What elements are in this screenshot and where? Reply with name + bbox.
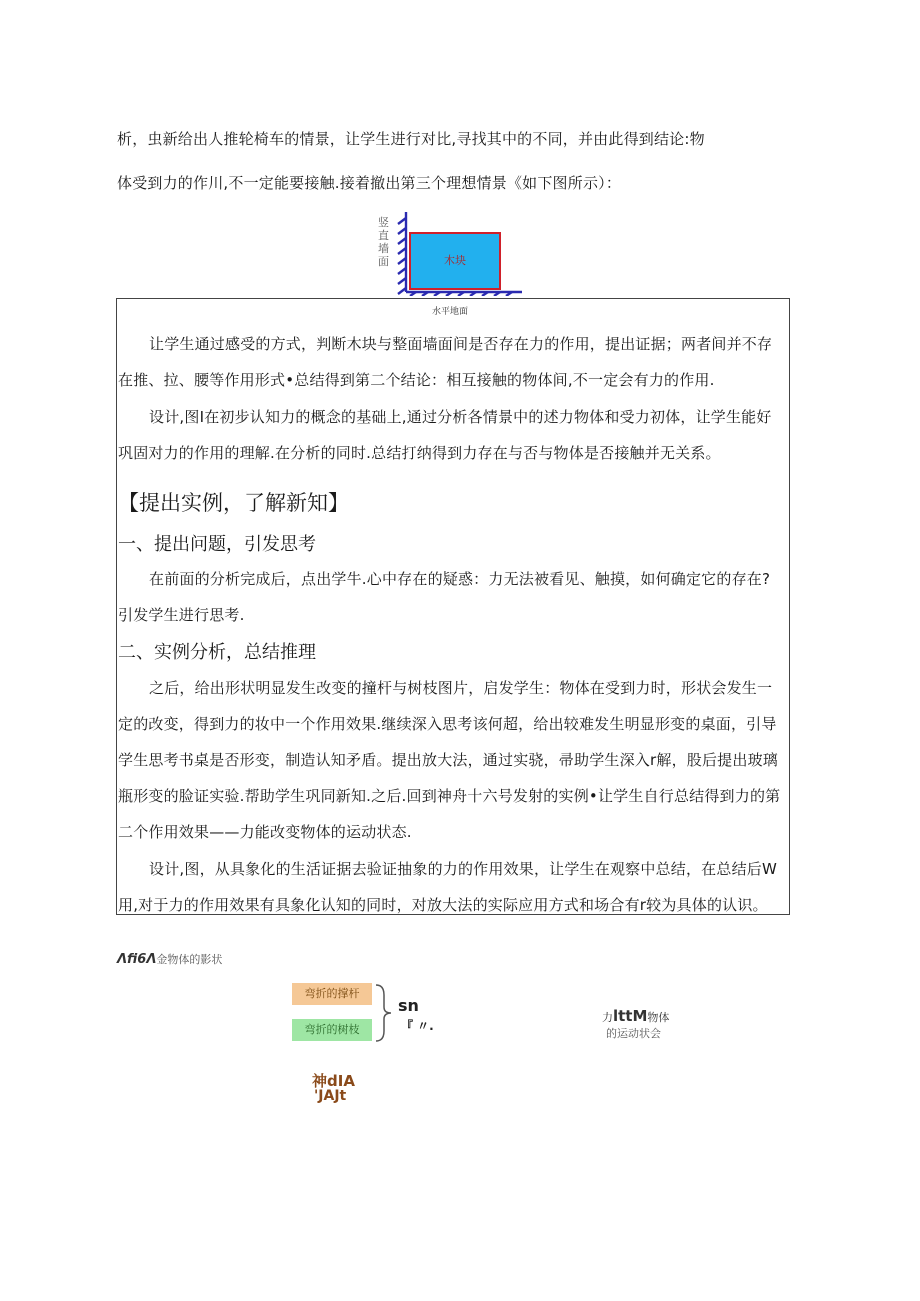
wooden-block: [409, 232, 501, 290]
tag-bent-pole: 弯折的撑杆: [292, 983, 372, 1005]
box-para2-line2: 巩固对力的作用的理解.在分析的同时.总结打纳得到力存在与否与物体是否接触并无关系。: [118, 444, 721, 462]
box-para2-line1: 设计,图I在初步认知力的概念的基础上,通过分析各情景中的述力物体和受力初体，让学生能好: [149, 408, 772, 426]
box-para3-line2: 引发学生进行思考.: [118, 606, 245, 624]
subsection-title-2: 二、实例分析，总结推理: [118, 642, 316, 663]
brace-icon: [374, 983, 394, 1043]
figure2-heading: [117, 951, 222, 967]
box-para4-line5: 二个作用效果——力能改变物体的运动状态.: [118, 823, 412, 841]
block-label: 木块: [444, 254, 466, 267]
subsection-title-1: 一、提出问题，引发思考: [118, 534, 316, 555]
box-para1-line1: 让学生通过感受的方式，判断木块与整面墙面间是否存在力的作用，提出证据；两者间并不存: [149, 335, 773, 353]
tag-bent-branch: 弯折的树枝: [292, 1019, 372, 1041]
wall-block-figure: [376, 212, 526, 308]
figure2-heading-bold: Λfi6Λ: [117, 952, 157, 967]
brace-label-top: sn: [398, 996, 419, 1015]
bottom-label-line2: 'JAJt: [314, 1088, 347, 1104]
right-label-prefix: 力: [602, 1011, 613, 1024]
box-para4-line2: 定的改变，得到力的妆中一个作用效果.继续深入思考该何超，给出较难发生明显形变的桌面，引导: [118, 715, 777, 733]
figure2-heading-text: 金物体的影状: [156, 953, 223, 966]
wall-label: 竖直墙面: [378, 216, 389, 268]
brace-label-bottom: 『 〃.: [401, 1019, 434, 1033]
intro-line-1: 析，虫新给出人推轮椅车的情景，让学生进行对比,寻找其中的不同，并由此得到结论:物: [117, 130, 705, 148]
intro-line-2: 体受到力的作川,不一定能要接触.接着撤出第三个理想情景《如下图所示）：: [117, 174, 622, 192]
box-para4-line1: 之后，给出形状明显发生改变的撞杆与树枝图片，启发学生：物体在受到力时，形状会发生一: [149, 679, 773, 697]
box-para5-line1: 设计,图，从具象化的生活证据去验证抽象的力的作用效果，让学生在观察中总结，在总结后W: [149, 860, 778, 878]
box-para4-line3: 学生思考书桌是否形变，制造认知矛盾。提出放大法，通过实骁，帚助学生深入r解，股后提出玻璃: [118, 751, 778, 769]
right-label-bold: ltt: [613, 1007, 633, 1025]
section-title: 【提出实例，了解新知】: [118, 491, 349, 515]
box-para3-line1: 在前面的分析完成后，点出学牛.心中存在的疑惑：力无法被看见、触摸，如何确定它的存在?: [149, 570, 771, 588]
right-label-suffix: 物体: [647, 1011, 670, 1024]
figure2-right-label: [602, 1007, 669, 1025]
right-label-line2: 的运动状会: [606, 1027, 661, 1040]
right-label-m: M: [632, 1007, 648, 1025]
bottom-label-line1: 神dIA: [312, 1072, 355, 1090]
box-para1-line2: 在推、拉、腰等作用形式•总结得到第二个结论：相互接触的物体间,不一定会有力的作用.: [118, 371, 715, 389]
box-para5-line2: 用,对于力的作用效果有具象化认知的同时，对放大法的实际应用方式和场合有r较为具体的认识。: [118, 896, 768, 914]
floor-label: 水平地面: [432, 307, 469, 317]
box-para4-line4: 瓶形变的脸证实验.帮助学生巩同新知.之后.回到神舟十六号发射的实例•让学生自行总结得到力的第: [118, 787, 781, 805]
